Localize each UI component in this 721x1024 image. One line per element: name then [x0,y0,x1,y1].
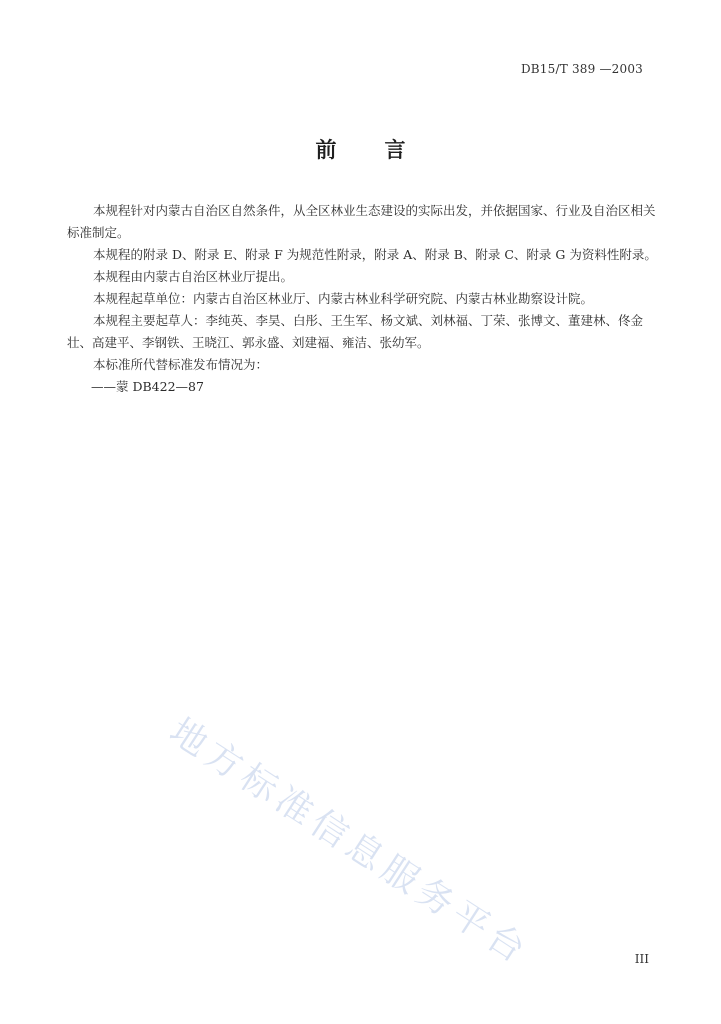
paragraph-scope: 本规程针对内蒙古自治区自然条件，从全区林业生态建设的实际出发，并依据国家、行业及自治区相关标准制定。 [67,203,656,240]
paragraph-appendix: 本规程的附录 D、附录 E、附录 F 为规范性附录，附录 A、附录 B、附录 C、附录 G 为资料性附录。 [93,247,657,262]
page-number: III [634,952,649,966]
paragraph-proposer: 本规程由内蒙古自治区林业厅提出。 [93,269,294,284]
page-title: 前言 [315,137,454,162]
watermark: 地方标准信息服务平台 [162,710,537,974]
paragraph-supersede-intro: 本标准所代替标准发布情况为： [93,357,269,372]
superseded-standard: ——蒙 DB422—87 [91,379,204,394]
paragraph-drafting-units: 本规程起草单位：内蒙古自治区林业厅、内蒙古林业科学研究院、内蒙古林业勘察设计院。 [93,291,594,306]
standard-code: DB15/T 389 —2003 [520,62,643,76]
foreword-body [67,200,657,398]
paragraph-drafters: 本规程主要起草人：李纯英、李昊、白彤、王生军、杨文斌、刘林福、丁荣、张博文、董建林、佟金壮、高建平、李钢铁、王晓江、郭永盛、刘建福、雍洁、张幼军。 [67,313,644,350]
